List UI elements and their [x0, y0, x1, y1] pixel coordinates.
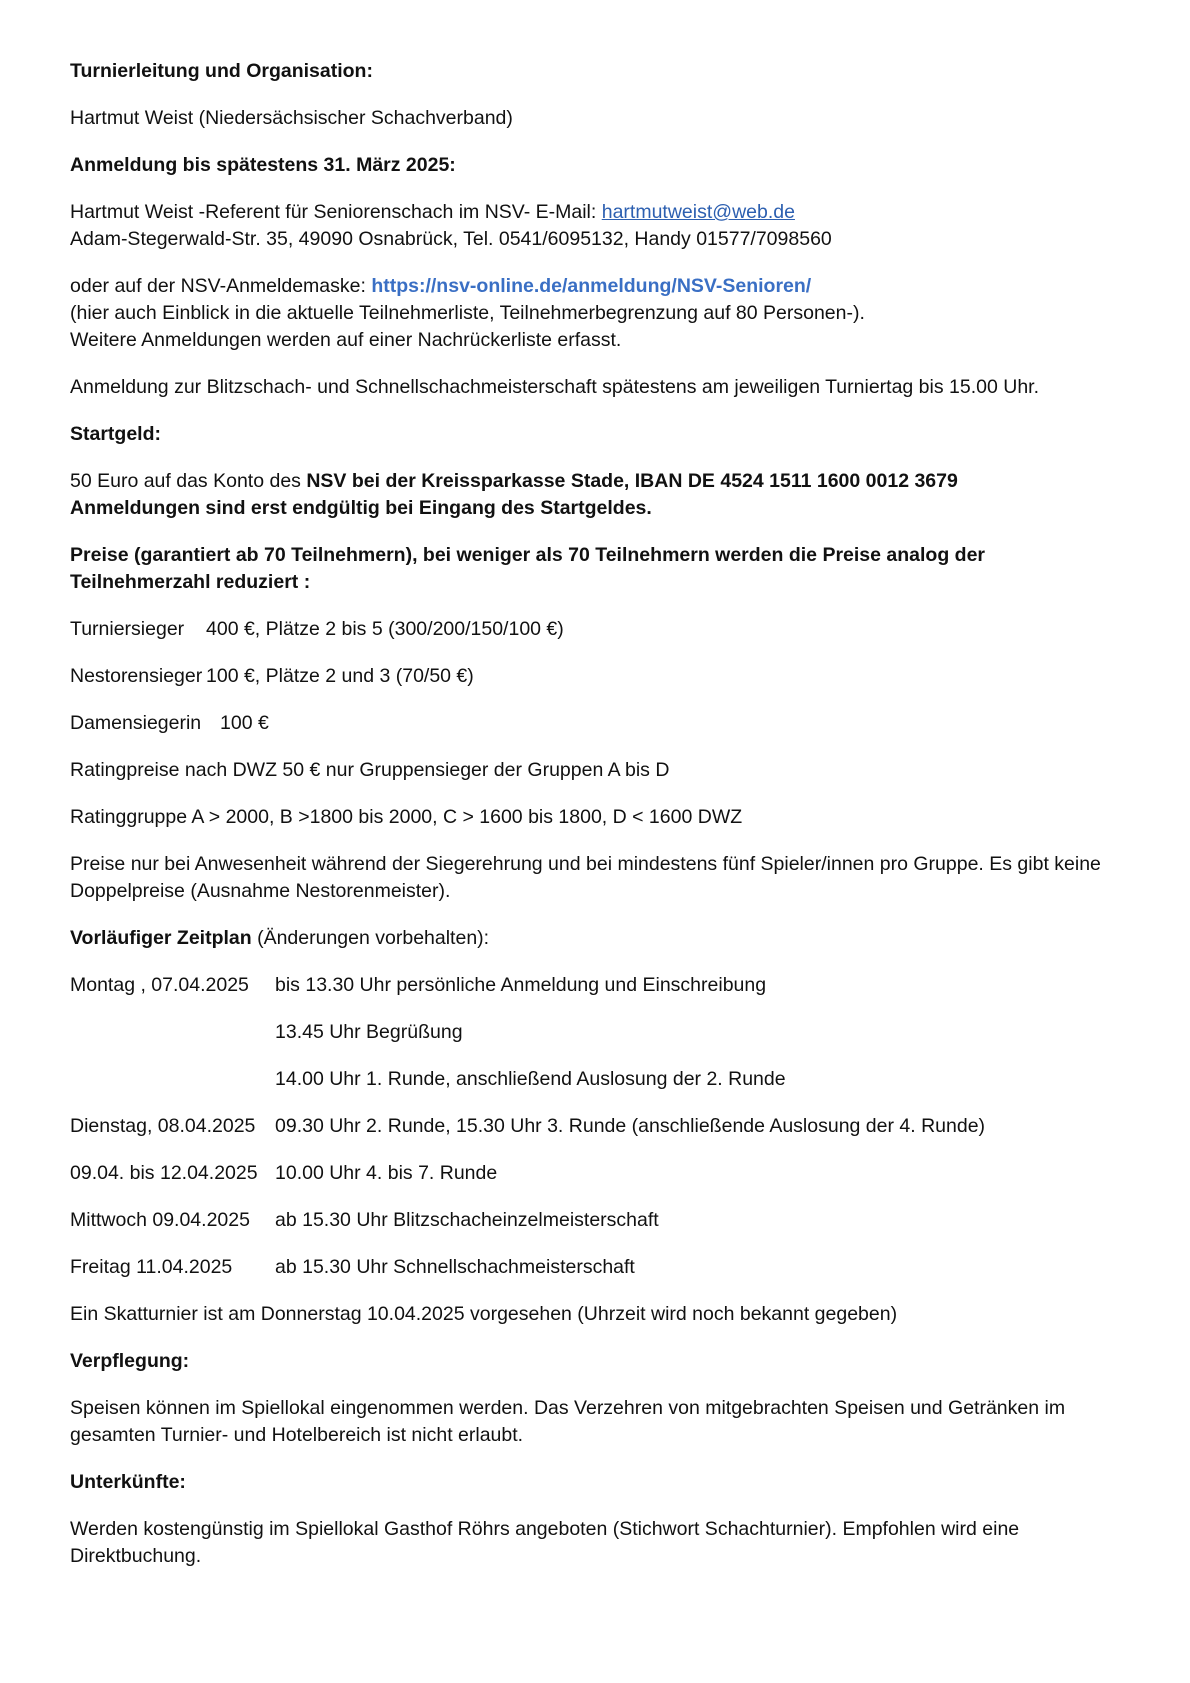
- schedule-row: [70, 1113, 1130, 1140]
- prize-row: [70, 710, 1130, 737]
- registration-contact: [70, 199, 1130, 253]
- fee-account: NSV bei der Kreissparkasse Stade, IBAN DE 4524 1511 1600 0012 3679: [306, 470, 958, 492]
- contact-address: Adam-Stegerwald-Str. 35, 49090 Osnabrück, Tel. 0541/6095132, Handy 01577/7098560: [70, 228, 832, 250]
- schedule-text: 10.00 Uhr 4. bis 7. Runde: [275, 1162, 498, 1184]
- registration-heading: Anmeldung bis spätestens 31. März 2025:: [70, 154, 456, 176]
- prize-value: 100 €: [220, 712, 269, 734]
- prize-label: Damensiegerin: [70, 712, 202, 734]
- organisation-heading: Turnierleitung und Organisation:: [70, 60, 373, 82]
- waitlist-note: Weitere Anmeldungen werden auf einer Nachrückerliste erfasst.: [70, 329, 622, 351]
- prize-label: Nestorensieger: [70, 665, 203, 687]
- schedule-text: bis 13.30 Uhr persönliche Anmeldung und Einschreibung: [275, 974, 767, 996]
- schedule-day: 09.04. bis 12.04.2025: [70, 1162, 258, 1184]
- lodging-heading: Unterkünfte:: [70, 1471, 186, 1493]
- schedule-day: [70, 1066, 275, 1093]
- schedule-heading: [70, 925, 1130, 952]
- catering-heading: Verpflegung:: [70, 1350, 190, 1372]
- schedule-heading-note: (Änderungen vorbehalten):: [251, 927, 490, 949]
- fee-note: Anmeldungen sind erst endgültig bei Eingang des Startgeldes.: [70, 497, 652, 519]
- fee-heading: Startgeld:: [70, 423, 162, 445]
- online-note: (hier auch Einblick in die aktuelle Teilnehmerliste, Teilnehmerbegrenzung auf 80 Personen-).: [70, 302, 865, 324]
- fee-prefix: 50 Euro auf das Konto des: [70, 470, 307, 492]
- schedule-row: [70, 1066, 1130, 1093]
- schedule-day: Dienstag, 08.04.2025: [70, 1115, 256, 1137]
- schedule-row: [70, 1019, 1130, 1046]
- skat-note: Ein Skatturnier ist am Donnerstag 10.04.2025 vorgesehen (Uhrzeit wird noch bekannt gegeben): [70, 1303, 898, 1325]
- prize-value: 400 €, Plätze 2 bis 5 (300/200/150/100 €): [206, 618, 564, 640]
- schedule-text: 09.30 Uhr 2. Runde, 15.30 Uhr 3. Runde (anschließende Auslosung der 4. Runde): [275, 1115, 986, 1137]
- catering-text: Speisen können im Spiellokal eingenommen werden. Das Verzehren von mitgebrachten Speisen und Getränken im gesamten Turnier- und Hotelbereich ist nicht erlaubt.: [70, 1397, 1066, 1446]
- prizes-heading: Preise (garantiert ab 70 Teilnehmern), bei weniger als 70 Teilnehmern werden die Preise analog der Teilnehmerzahl reduziert :: [70, 544, 986, 593]
- schedule-text: 13.45 Uhr Begrüßung: [275, 1021, 463, 1043]
- prize-row: [70, 663, 1130, 690]
- rating-groups: Ratinggruppe A > 2000, B >1800 bis 2000, C > 1600 bis 1800, D < 1600 DWZ: [70, 806, 743, 828]
- registration-url-link[interactable]: https://nsv-online.de/anmeldung/NSV-Senioren/: [371, 275, 812, 297]
- blitz-registration-note: Anmeldung zur Blitzschach- und Schnellschachmeisterschaft spätestens am jeweiligen Turniertag bis 15.00 Uhr.: [70, 376, 1040, 398]
- schedule-day: Freitag 11.04.2025: [70, 1256, 233, 1278]
- contact-prefix: Hartmut Weist -Referent für Seniorenschach im NSV- E-Mail:: [70, 201, 602, 223]
- schedule-row: [70, 1160, 1130, 1187]
- schedule-text: ab 15.30 Uhr Blitzschacheinzelmeisterschaft: [275, 1209, 659, 1231]
- rating-prizes: Ratingpreise nach DWZ 50 € nur Gruppensieger der Gruppen A bis D: [70, 759, 670, 781]
- prize-label: Turniersieger: [70, 618, 185, 640]
- online-prefix: oder auf der NSV-Anmeldemaske:: [70, 275, 372, 297]
- schedule-day: Montag , 07.04.2025: [70, 974, 249, 996]
- schedule-row: [70, 1254, 1130, 1281]
- prize-conditions: Preise nur bei Anwesenheit während der Siegerehrung und bei mindestens fünf Spieler/innen pro Gruppe. Es gibt keine Doppelpreise (Ausnahme Nestorenmeister).: [70, 853, 1101, 902]
- organisation-person: Hartmut Weist (Niedersächsischer Schachverband): [70, 107, 513, 129]
- schedule-text: ab 15.30 Uhr Schnellschachmeisterschaft: [275, 1256, 635, 1278]
- prize-row: [70, 616, 1130, 643]
- registration-online: [70, 273, 1130, 354]
- schedule-day: Mittwoch 09.04.2025: [70, 1209, 250, 1231]
- prize-value: 100 €, Plätze 2 und 3 (70/50 €): [206, 665, 474, 687]
- schedule-row: [70, 972, 1130, 999]
- fee-details: [70, 468, 1130, 522]
- schedule-row: [70, 1207, 1130, 1234]
- lodging-text: Werden kostengünstig im Spiellokal Gasthof Röhrs angeboten (Stichwort Schachturnier). Empfohlen wird eine Direktbuchung.: [70, 1518, 1020, 1567]
- schedule-day: [70, 1019, 275, 1046]
- email-link[interactable]: hartmutweist@web.de: [601, 201, 795, 223]
- schedule-heading-bold: Vorläufiger Zeitplan: [70, 927, 252, 949]
- schedule-text: 14.00 Uhr 1. Runde, anschließend Auslosung der 2. Runde: [275, 1068, 786, 1090]
